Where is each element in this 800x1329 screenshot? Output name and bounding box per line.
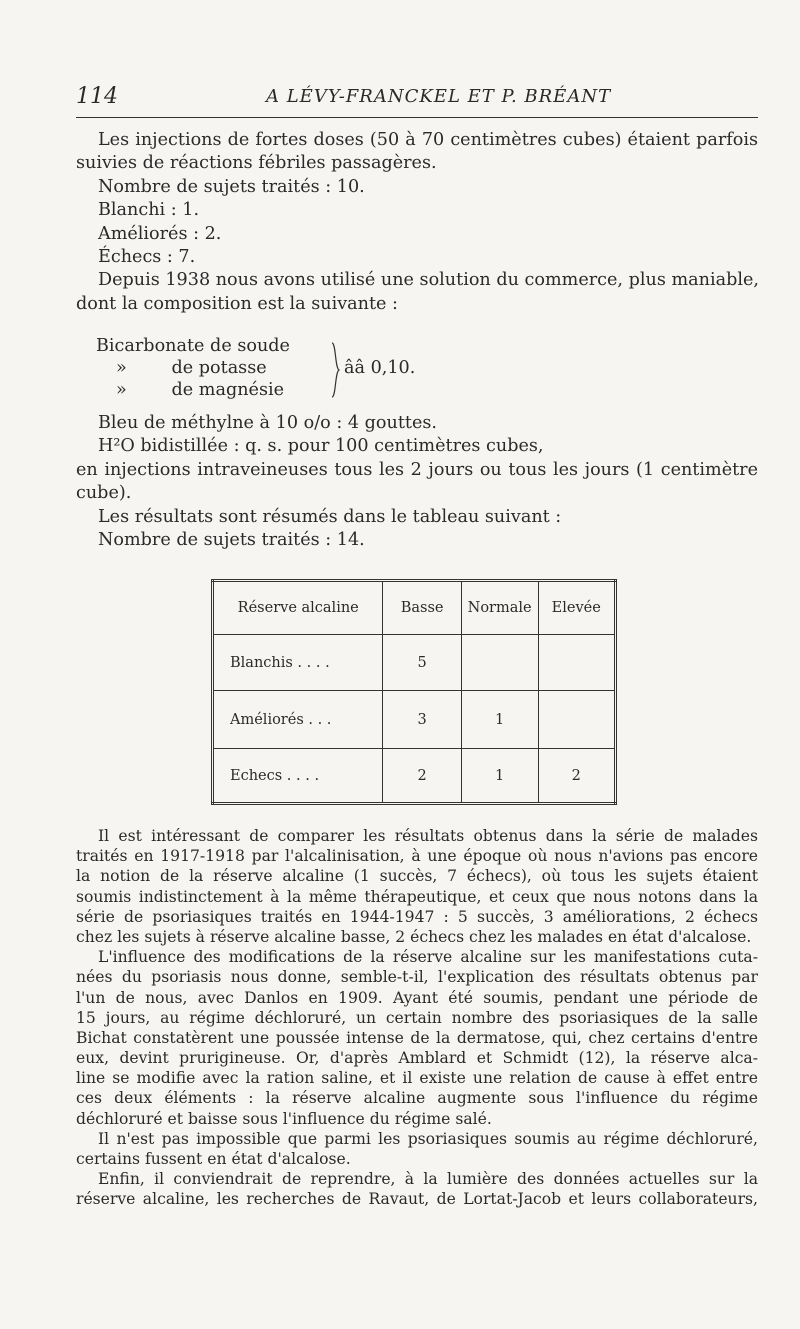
table-cell xyxy=(461,635,538,691)
table-cell: 1 xyxy=(461,691,538,749)
intro-paragraphs xyxy=(76,129,758,316)
formula-block xyxy=(96,336,496,408)
page-header xyxy=(76,82,758,112)
text-line: réserve alcaline, les recherches de Ravaut, de Lortat-Jacob et leurs collaborateurs, xyxy=(76,1190,758,1209)
results-table xyxy=(211,579,617,805)
header-rule xyxy=(76,117,758,118)
text-line: soumis indistinctement à la même thérapeutique, et ceux que nous notons dans la xyxy=(76,887,758,906)
results-table-container xyxy=(211,579,617,802)
text-line: Il est intéressant de comparer les résultats obtenus dans la série de malades xyxy=(98,827,758,845)
table-cell xyxy=(538,691,615,749)
text-line: eux, devint prurigineuse. Or, d'après Amblard et Schmidt (12), la réserve alca- xyxy=(76,1049,758,1068)
text-line: ces deux éléments : la réserve alcaline augmente sous l'influence du régime xyxy=(76,1089,758,1108)
text-line: Bichat constatèrent une poussée intense de la dermatose, qui, chez certains d'entre xyxy=(76,1028,758,1047)
table-header-cell: Normale xyxy=(461,581,538,635)
text-line: cube). xyxy=(76,483,132,504)
page-number: 114 xyxy=(76,84,118,109)
table-cell: 2 xyxy=(538,749,615,804)
text-line: Les résultats sont résumés dans le tableau suivant : xyxy=(98,506,562,527)
text-line: Depuis 1938 nous avons utilisé une solution du commerce, plus maniable, xyxy=(98,270,759,291)
text-line: déchloruré et baisse sous l'influence du régime salé. xyxy=(76,1109,492,1128)
text-line: Nombre de sujets traités : 14. xyxy=(98,529,365,550)
table-cell xyxy=(538,635,615,691)
text-line: H²O bidistillée : q. s. pour 100 centimètres cubes, xyxy=(98,436,544,457)
row-label: Améliorés . . . xyxy=(213,691,383,749)
text-line: Bleu de méthylne à 10 o/o : 4 gouttes. xyxy=(98,413,437,433)
table-header-cell: Basse xyxy=(383,581,461,635)
text-line: 15 jours, au régime déchloruré, un certain nombre des psoriasiques de la salle xyxy=(76,1008,758,1027)
text-line: suivies de réactions fébriles passagères. xyxy=(76,153,437,174)
text-line: certains fussent en état d'alcalose. xyxy=(76,1150,351,1168)
formula-item: Bicarbonate de soude xyxy=(96,336,290,356)
row-label: Echecs . . . . xyxy=(213,749,383,804)
table-cell: 3 xyxy=(383,691,461,749)
text-line: l'un de nous, avec Danlos en 1909. Ayant été soumis, pendant une période de xyxy=(76,988,758,1007)
table-row xyxy=(213,635,616,691)
table-cell: 5 xyxy=(383,635,461,691)
running-head: A LÉVY-FRANCKEL ET P. BRÉANT xyxy=(266,86,612,107)
text-line: nées du psoriasis nous donne, semble-t-il, l'explication des résultats obtenus par xyxy=(76,968,758,987)
formula-item: » de potasse xyxy=(116,358,267,378)
table-header-cell: Elevée xyxy=(538,581,615,635)
text-line: Il n'est pas impossible que parmi les psoriasiques soumis au régime déchloruré, xyxy=(98,1129,758,1148)
closing-paragraphs xyxy=(76,826,758,1210)
table-cell: 2 xyxy=(383,749,461,804)
table-header-cell: Réserve alcaline xyxy=(213,581,383,635)
formula-item: » de magnésie xyxy=(116,380,285,400)
text-line: Échecs : 7. xyxy=(98,246,196,267)
text-line: série de psoriasiques traités en 1944-1947 : 5 succès, 3 améliorations, 2 échecs xyxy=(76,907,758,926)
text-line: chez les sujets à réserve alcaline basse, 2 échecs chez les malades en état d'alcalose. xyxy=(76,927,752,946)
text-line: L'influence des modifications de la réserve alcaline sur les manifestations cuta- xyxy=(98,948,758,967)
text-line: Enfin, il conviendrait de reprendre, à la lumière des données actuelles sur la xyxy=(98,1170,758,1189)
brace-symbol xyxy=(330,342,340,398)
text-line: Nombre de sujets traités : 10. xyxy=(98,176,365,197)
text-line: line se modifie avec la ration saline, et il existe une relation de cause à effet entre xyxy=(76,1069,758,1088)
formula-quantity: ââ 0,10. xyxy=(344,358,416,378)
text-line: Blanchi : 1. xyxy=(98,200,200,221)
row-label: Blanchis . . . . xyxy=(213,635,383,691)
table-header-row xyxy=(213,581,616,635)
text-line: Améliorés : 2. xyxy=(98,223,222,244)
text-line: la notion de la réserve alcaline (1 succès, 7 échecs), où tous les sujets étaient xyxy=(76,867,758,886)
table-cell: 1 xyxy=(461,749,538,804)
table-row xyxy=(213,749,616,804)
text-line: Les injections de fortes doses (50 à 70 centimètres cubes) étaient parfois xyxy=(98,130,758,150)
middle-paragraphs xyxy=(76,412,758,552)
text-line: dont la composition est la suivante : xyxy=(76,293,398,314)
table-row xyxy=(213,691,616,749)
text-line: en injections intraveineuses tous les 2 jours ou tous les jours (1 centimètre xyxy=(76,459,758,480)
text-line: traités en 1917-1918 par l'alcalinisation, à une époque où nous n'avions pas encore xyxy=(76,847,758,866)
